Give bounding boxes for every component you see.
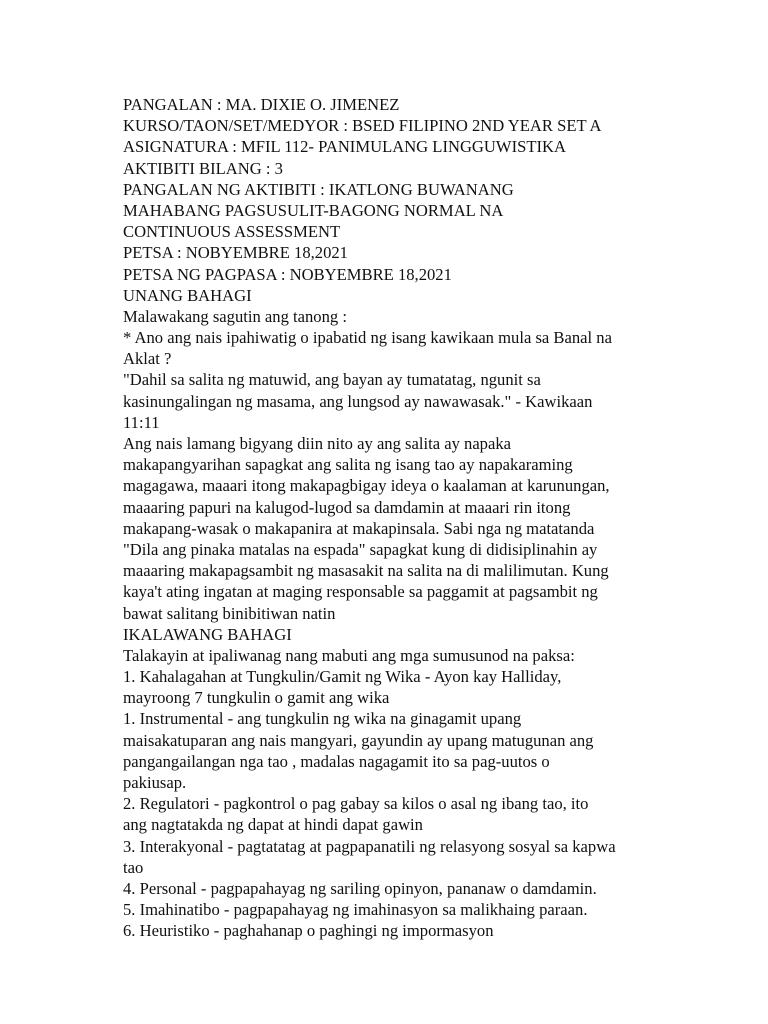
- activity-name-line: PANGALAN NG AKTIBITI : IKATLONG BUWANANG: [123, 179, 514, 199]
- list-item-line: 6. Heuristiko - paghahanap o paghingi ng impormasyon: [123, 921, 494, 941]
- submission-date-line: PETSA NG PAGPASA : NOBYEMBRE 18,2021: [123, 264, 452, 284]
- section-heading: UNANG BAHAGI: [123, 285, 252, 305]
- question-line: * Ano ang nais ipahiwatig o ipabatid ng isang kawikaan mula sa Banal na: [123, 328, 612, 348]
- answer-line: kaya't ating ingatan at maging responsable sa paggamit at pagsambit ng: [123, 582, 598, 602]
- subject-line: ASIGNATURA : MFIL 112- PANIMULANG LINGGUWISTIKA: [123, 137, 566, 157]
- instruction-line: Malawakang sagutin ang tanong :: [123, 306, 347, 326]
- activity-name-line: CONTINUOUS ASSESSMENT: [123, 222, 341, 242]
- list-item-line: tao: [123, 857, 144, 877]
- answer-line: Ang nais lamang bigyang diin nito ay ang salita ay napaka: [123, 434, 512, 453]
- list-item-line: 4. Personal - pagpapahayag ng sariling opinyon, pananaw o damdamin.: [123, 878, 597, 898]
- question-line: Aklat ?: [123, 349, 172, 369]
- answer-line: maaaring makapagsambit ng masasakit na salita na di malilimutan. Kung: [123, 561, 609, 581]
- answer-line: magagawa, maaari itong makapagbigay ideya o kaalaman at karunungan,: [123, 476, 610, 496]
- name-line: PANGALAN : MA. DIXIE O. JIMENEZ: [123, 95, 400, 114]
- list-item-line: 3. Interakyonal - pagtatatag at pagpapanatili ng relasyong sosyal sa kapwa: [123, 836, 616, 856]
- list-item-line: pakiusap.: [123, 773, 187, 792]
- quote-line: "Dahil sa salita ng matuwid, ang bayan ay tumatatag, ngunit sa: [123, 370, 541, 390]
- answer-line: makapang-wasak o makapanira at makapinsala. Sabi nga ng matatanda: [123, 518, 595, 538]
- answer-line: maaaring papuri na kalugod-lugod sa damdamin at maaari rin itong: [123, 497, 571, 517]
- answer-line: "Dila ang pinaka matalas na espada" sapagkat kung di didisiplinahin ay: [123, 539, 598, 559]
- activity-number-line: AKTIBITI BILANG : 3: [123, 158, 283, 178]
- list-item-line: 1. Instrumental - ang tungkulin ng wika na ginagamit upang: [123, 709, 522, 729]
- date-line: PETSA : NOBYEMBRE 18,2021: [123, 243, 348, 263]
- list-item-line: ang nagtatakda ng dapat at hindi dapat gawin: [123, 815, 423, 835]
- topic-line: 1. Kahalagahan at Tungkulin/Gamit ng Wika - Ayon kay Halliday,: [123, 667, 562, 687]
- document-body: [123, 94, 683, 942]
- activity-name-line: MAHABANG PAGSUSULIT-BAGONG NORMAL NA: [123, 200, 504, 220]
- list-item-line: maisakatuparan ang nais mangyari, gayundin ay upang matugunan ang: [123, 730, 594, 750]
- quote-line: kasinungalingan ng masama, ang lungsod ay nawawasak." - Kawikaan: [123, 391, 593, 411]
- topic-line: mayroong 7 tungkulin o gamit ang wika: [123, 688, 390, 708]
- list-item-line: 2. Regulatori - pagkontrol o pag gabay sa kilos o asal ng ibang tao, ito: [123, 794, 589, 814]
- course-line: KURSO/TAON/SET/MEDYOR : BSED FILIPINO 2ND YEAR SET A: [123, 116, 602, 136]
- list-item-line: 5. Imahinatibo - pagpapahayag ng imahinasyon sa malikhaing paraan.: [123, 900, 588, 920]
- quote-line: 11:11: [123, 412, 160, 432]
- answer-line: bawat salitang binibitiwan natin: [123, 603, 336, 623]
- list-item-line: pangangailangan nga tao , madalas nagagamit ito sa pag-uutos o: [123, 751, 550, 771]
- instruction-line: Talakayin at ipaliwanag nang mabuti ang mga sumusunod na paksa:: [123, 645, 575, 665]
- answer-line: makapangyarihan sapagkat ang salita ng isang tao ay napakaraming: [123, 455, 573, 475]
- section-heading: IKALAWANG BAHAGI: [123, 624, 292, 644]
